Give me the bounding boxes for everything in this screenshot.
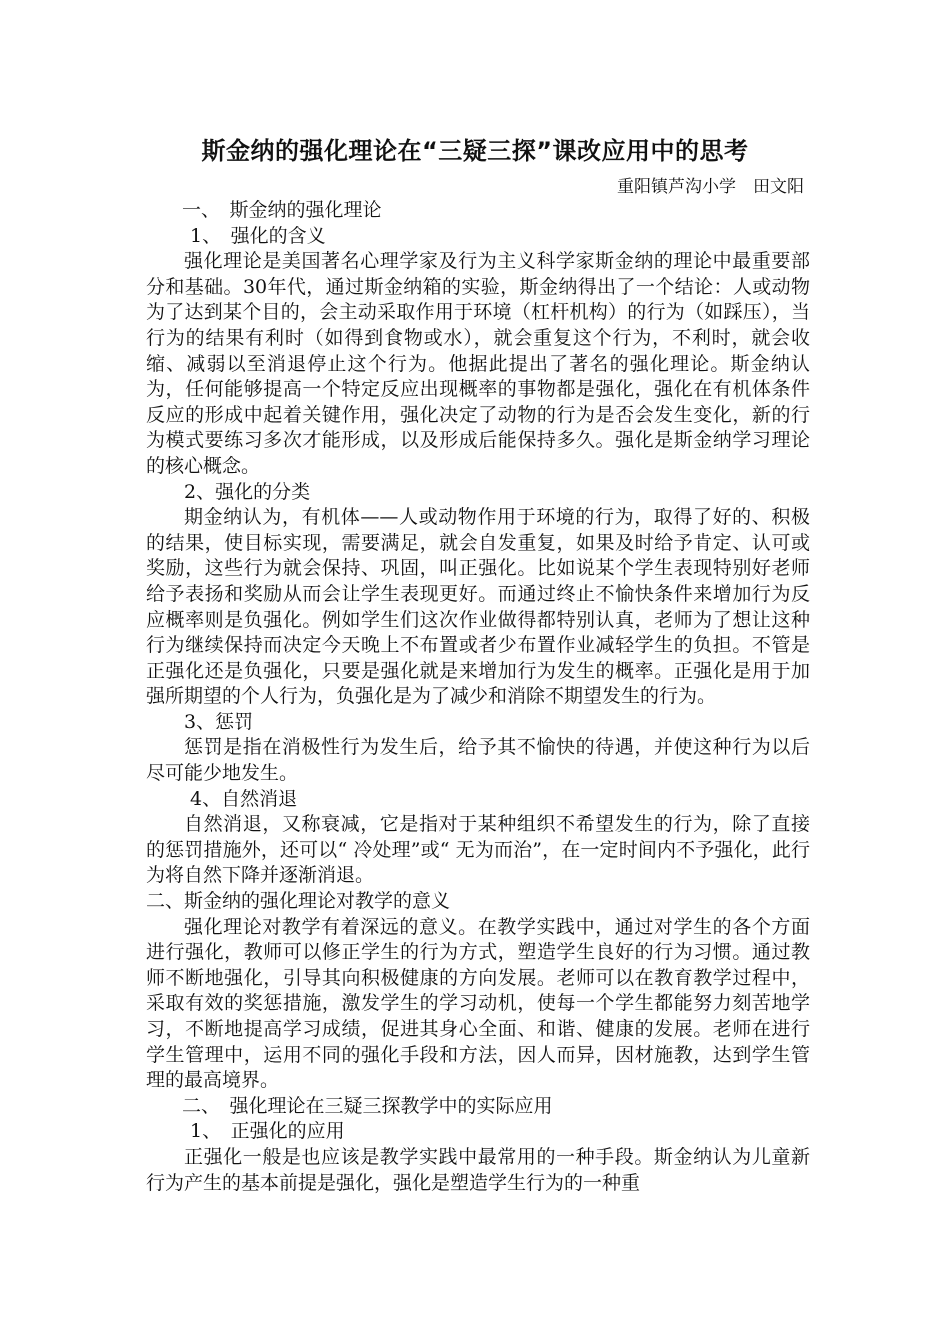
subsection-heading: 2、强化的分类: [184, 480, 311, 503]
subsection-heading: 1、 强化的含义: [190, 224, 326, 247]
document-title: 斯金纳的强化理论在“三疑三探”课改应用中的思考: [201, 137, 749, 165]
paragraph: 期金纳认为，有机体——人或动物作用于环境的行为，取得了好的、积极的结果，使目标实现，需要满足，就会自发重复，如果及时给予肯定、认可或奖励，这些行为就会保持、巩固，叫正强化。比如说某个学生表现特别好老师给予表扬和奖励从而会让学生表现更好。而通过终止不愉快条件来增加行为反应概率则是负强化。例如学生们这次作业做得都特别认真，老师为了想让这种行为继续保持而决定今天晚上不布置或者少布置作业减轻学生的负担。不管是正强化还是负强化，只要是强化就是来增加行为发生的概率。正强化是用于加强所期望的个人行为，负强化是为了减少和消除不期望发生的行为。: [146, 506, 810, 708]
subsection-heading: 4、自然消退: [190, 787, 298, 810]
paragraph: 强化理论是美国著名心理学家及行为主义科学家斯金纳的理论中最重要部分和基础。30年代，通过斯金纳箱的实验，斯金纳得出了一个结论：人或动物为了达到某个目的，会主动采取作用于环境（杠杆机构）的行为（如踩压），当行为的结果有利时（如得到食物或水），就会重复这个行为，不利时，就会收缩、减弱以至消退停止这个行为。他据此提出了著名的强化理论。斯金纳认为，任何能够提高一个特定反应出现概率的事物都是强化，强化在有机体条件反应的形成中起着关键作用，强化决定了动物的行为是否会发生变化，新的行为模式要练习多次才能形成，以及形成后能保持多久。强化是斯金纳学习理论的核心概念。: [146, 250, 810, 477]
paragraph: 强化理论对教学有着深远的意义。在教学实践中，通过对学生的各个方面进行强化，教师可以修正学生的行为方式，塑造学生良好的行为习惯。通过教师不断地强化，引导其向积极健康的方向发展。老师可以在教育教学过程中，采取有效的奖惩措施，激发学生的学习动机，使每一个学生都能努力刻苦地学习，不断地提高学习成绩，促进其身心全面、和谐、健康的发展。老师在进行学生管理中，运用不同的强化手段和方法，因人而异，因材施教，达到学生管理的最高境界。: [146, 915, 810, 1092]
paragraph: 正强化一般是也应该是教学实践中最常用的一种手段。斯金纳认为儿童新行为产生的基本前提是强化，强化是塑造学生行为的一种重: [146, 1145, 810, 1194]
subsection-heading: 1、 正强化的应用: [190, 1120, 345, 1143]
author-line: 重阳镇芦沟小学 田文阳: [617, 177, 804, 197]
section-heading: 二、斯金纳的强化理论对教学的意义: [146, 890, 451, 913]
paragraph: 惩罚是指在消极性行为发生后，给予其不愉快的待遇，并使这种行为以后尽可能少地发生。: [146, 736, 810, 785]
section-heading: 一、 斯金纳的强化理论: [182, 199, 382, 221]
document-body: [146, 198, 810, 1196]
subsection-heading: 3、惩罚: [184, 710, 254, 733]
paragraph: 自然消退，又称衰减，它是指对于某种组织不希望发生的行为，除了直接的惩罚措施外，还可以“ 冷处理”或“ 无为而治”，在一定时间内不予强化，此行为将自然下降并逐渐消退。: [146, 813, 810, 887]
section-heading: 二、 强化理论在三疑三探教学中的实际应用: [182, 1094, 553, 1117]
